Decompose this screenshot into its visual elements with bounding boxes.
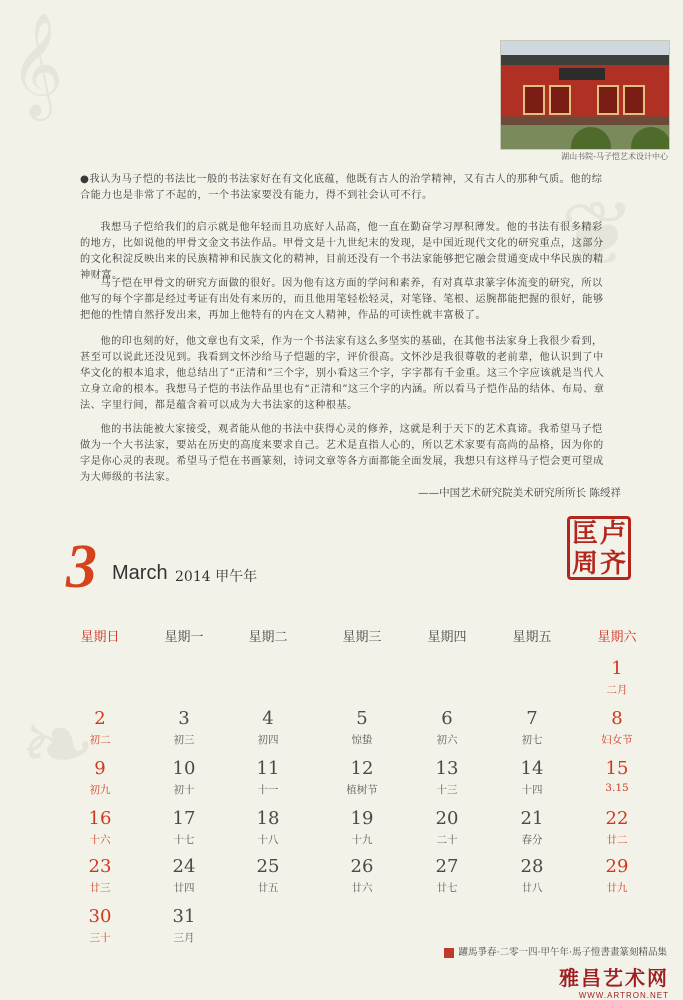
day-number: 9 [94, 758, 106, 779]
footer-series [444, 944, 667, 958]
calendar-day [575, 856, 659, 895]
day-number: 2 [94, 708, 106, 729]
calendar-day [575, 758, 659, 794]
calendar-day [575, 708, 659, 747]
day-number: 12 [350, 758, 374, 779]
day-number: 24 [172, 856, 196, 877]
calendar-day [405, 808, 489, 847]
calendar-day [490, 758, 574, 797]
calendar-day [226, 758, 310, 797]
day-number: 21 [520, 808, 544, 829]
lunar-date: 廿六 [351, 882, 373, 894]
site-name: 雅昌艺术网 [559, 966, 669, 990]
lunar-date: 初四 [257, 734, 279, 746]
calendar-day [142, 808, 226, 847]
seal-char: 匡 [571, 519, 598, 549]
calendar-day [58, 758, 142, 797]
calendar-day [58, 906, 142, 945]
lunar-date: 廿五 [257, 882, 279, 894]
day-number: 23 [88, 856, 112, 877]
lunar-date: 二月 [606, 684, 628, 696]
courtyard-photo [500, 40, 670, 150]
day-number: 8 [611, 708, 623, 729]
day-number: 27 [435, 856, 459, 877]
day-number: 14 [520, 758, 544, 779]
day-number: 5 [356, 708, 368, 729]
lunar-date: 初六 [436, 734, 458, 746]
day-number: 31 [172, 906, 196, 927]
lunar-date: 十七 [173, 834, 195, 846]
day-number: 13 [435, 758, 459, 779]
calendar-day [226, 856, 310, 895]
day-number: 28 [520, 856, 544, 877]
weekday-header: 星期四 [427, 630, 467, 645]
calendar-day [405, 708, 489, 747]
lunar-date: 廿七 [436, 882, 458, 894]
day-number: 3 [178, 708, 190, 729]
calendar-day [490, 856, 574, 895]
lunar-date: 廿八 [521, 882, 543, 894]
lunar-date: 二十 [436, 834, 458, 846]
lunar-date: 3.15 [605, 782, 629, 794]
lunar-date: 初二 [89, 734, 111, 746]
intro-paragraph-5: 他的书法能被大家接受，观者能从他的书法中获得心灵的修养，这就是利于天下的艺术真谛。我希望马子恺做为一个大书法家，要站在历史的高度来要求自己。艺术是直指人心的，所以艺术家要有高尚的品格，因为你的字是你心灵的表现。希望马子恺在书画篆刻，诗词文章等各方面都能全面发展，我想只有这样马子恺会更可望成为大师级的书法家。 [80, 424, 604, 483]
day-number: 22 [605, 808, 629, 829]
lunar-date: 初十 [173, 784, 195, 796]
site-logo[interactable] [559, 962, 669, 1000]
calendar-day [58, 708, 142, 747]
lunar-date: 三月 [173, 932, 195, 944]
day-number: 25 [256, 856, 280, 877]
lunar-date: 十四 [521, 784, 543, 796]
seal-char: 卢 [599, 519, 626, 549]
lunar-date: 廿九 [606, 882, 628, 894]
lunar-date: 十一 [257, 784, 279, 796]
day-number: 30 [88, 906, 112, 927]
calendar-day [58, 856, 142, 895]
lunar-date: 惊蛰 [351, 734, 373, 746]
calendar-day [320, 808, 404, 847]
seal-char: 周 [571, 549, 598, 579]
calendar-day [320, 856, 404, 895]
calendar-day [142, 856, 226, 895]
calendar-day [58, 808, 142, 847]
day-number: 10 [172, 758, 196, 779]
lunar-date: 十九 [351, 834, 373, 846]
background-calligraphy: 𝄞 [10, 12, 64, 117]
day-number: 4 [262, 708, 274, 729]
lunar-date: 廿三 [89, 882, 111, 894]
weekday-header: 星期一 [164, 630, 204, 645]
weekday-header: 星期五 [512, 630, 552, 645]
lunar-date: 三十 [89, 932, 111, 944]
lunar-date: 十三 [436, 784, 458, 796]
footer-series-text: 躍馬爭春·二零一四·甲午年·馬子愷書畫篆刻精品集 [458, 947, 667, 958]
signature: ——中国艺术研究院美术研究所所长 陈绶祥 [418, 487, 621, 499]
lunar-date: 廿二 [606, 834, 628, 846]
lunar-date: 植树节 [346, 784, 378, 796]
intro-paragraph-4: 他的印也刻的好，他文章也有文采，作为一个书法家有这么多坚实的基础，在其他书法家身上我很少看到，甚至可以说此还没见到。我看到文怀沙给马子恺题的字，评价很高。文怀沙是我很尊敬的老前辈，他认识到了中华文化的根本追求，他总结出了“正清和”三个字，别小看这三个字，字字都有千金重。这三个字应该就是当代人立身立命的根本。我想马子恺的书法作品里也有“正清和”这三个字的内涵。所以看马子恺作品的结体、布局、章法、字里行间，都是蕴含着可以成为大书法家的这种根基。 [80, 336, 605, 411]
lunar-date: 春分 [521, 834, 543, 846]
intro-paragraph-3: 马子恺在甲骨文的研究方面做的很好。因为他有这方面的学问和素养，有对真草隶篆字体流变的研究，所以他写的每个字都是经过考证有出处有来历的，而且他用笔轻松轻灵，对笔锋、笔根、运腕都能把握的很好，能够把他的性情自然抒发出来，再加上他特有的内在文人精神，作品的可读性就丰富极了。 [80, 278, 604, 321]
calendar-day [405, 856, 489, 895]
lunar-date: 十八 [257, 834, 279, 846]
red-seal-stamp [567, 516, 631, 580]
intro-paragraph-1: ●我认为马子恺的书法比一般的书法家好在有文化底蕴，他既有古人的治学精神，又有古人的那种气质。他的综合能力也是非常了不起的，一个书法家要没有能力，得不到社会认可不行。 [80, 174, 603, 201]
weekday-header: 星期三 [342, 630, 382, 645]
calendar-day [142, 906, 226, 945]
day-number: 16 [88, 808, 112, 829]
background-calligraphy: ❦ [560, 182, 636, 287]
day-number: 11 [256, 758, 280, 779]
lunar-date: 廿四 [173, 882, 195, 894]
calendar-day [490, 808, 574, 847]
calendar-day [405, 758, 489, 797]
calendar-day [575, 658, 659, 697]
calendar-day [226, 708, 310, 747]
calendar-day [320, 708, 404, 747]
photo-caption: 湖山书院-马子恺艺术设计中心 [561, 152, 668, 161]
day-number: 18 [256, 808, 280, 829]
seal-char: 齐 [599, 549, 626, 579]
lunar-date: 初七 [521, 734, 543, 746]
weekday-header: 星期日 [80, 630, 120, 645]
day-number: 26 [350, 856, 374, 877]
calendar-day [142, 758, 226, 797]
intro-paragraph-2: 我想马子恺给我们的启示就是他年轻而且功底好人品高，他一直在勤奋学习厚积薄发。他的书法有很多精彩的地方，比如说他的甲骨文金文书法作品。甲骨文是十九世纪末的发现，是中国近现代文化的研究重点，这部分的文化积淀反映出来的民族精神和民族文化的精神，目前还没有一个书法家能够把它融会贯通变成中华民族的精神财富。 [80, 222, 604, 281]
day-number: 17 [172, 808, 196, 829]
calendar-day [320, 758, 404, 797]
day-number: 7 [526, 708, 538, 729]
lunar-date: 初三 [173, 734, 195, 746]
lunar-date: 初九 [89, 784, 111, 796]
day-number: 20 [435, 808, 459, 829]
month-name: March [112, 562, 168, 584]
calendar-day [575, 808, 659, 847]
calendar-day [490, 708, 574, 747]
weekday-header: 星期二 [248, 630, 288, 645]
lunar-date: 妇女节 [601, 734, 633, 746]
day-number: 15 [605, 758, 629, 779]
day-number: 19 [350, 808, 374, 829]
lunar-date: 十六 [89, 834, 111, 846]
year-label: 2014 甲午年 [175, 569, 258, 585]
calendar-day [226, 808, 310, 847]
weekday-header: 星期六 [597, 630, 637, 645]
background-calligraphy: ❧ [20, 692, 96, 797]
site-url: WWW.ARTRON.NET [578, 991, 669, 1000]
day-number: 1 [611, 658, 623, 679]
day-number: 6 [441, 708, 453, 729]
seal-icon [444, 948, 454, 958]
calendar-day [142, 708, 226, 747]
month-number: 3 [66, 533, 97, 601]
day-number: 29 [605, 856, 629, 877]
